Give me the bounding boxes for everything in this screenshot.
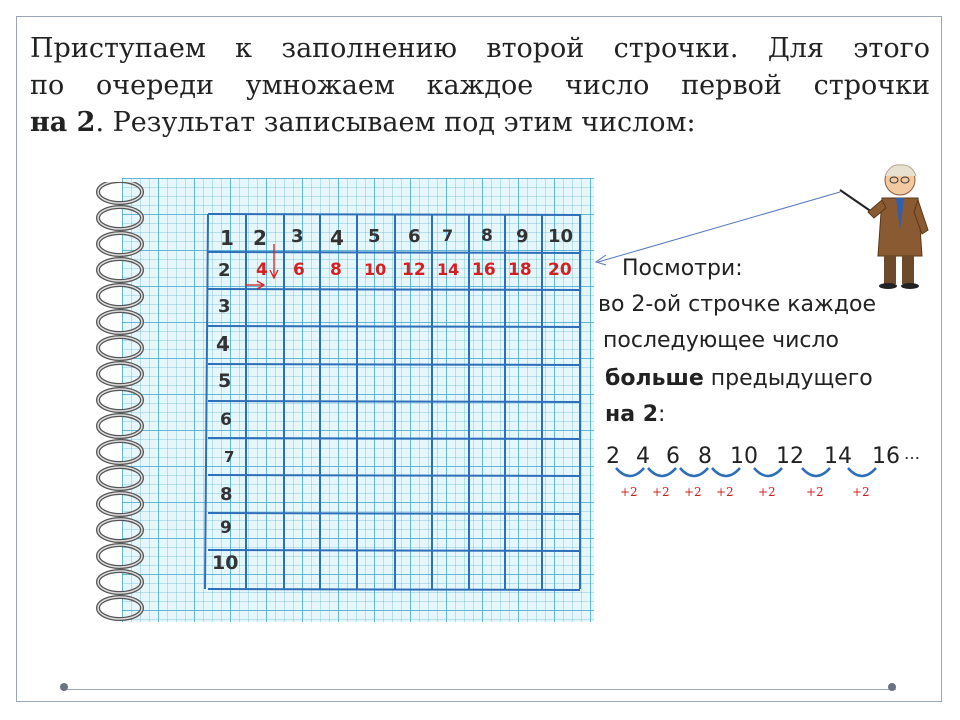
product-cell: 12 (402, 260, 426, 280)
row-label: 5 (218, 370, 232, 392)
note-line-3: последующее число (603, 328, 839, 353)
sequence-number: 2 (606, 444, 620, 469)
note-bold-by-two: на 2 (605, 402, 659, 427)
header-cell: 7 (442, 226, 454, 245)
heading-line-2: по очереди умножаем каждое число первой строчки (30, 70, 930, 101)
product-cell: 16 (472, 260, 496, 280)
sequence-number: 14 (824, 444, 852, 469)
header-cell: 6 (408, 226, 421, 247)
header-cell: 9 (516, 226, 529, 247)
product-cell: 4 (256, 260, 268, 280)
row-label: 9 (220, 518, 232, 538)
row-label: 6 (220, 410, 232, 430)
header-cell: 8 (481, 226, 493, 246)
step-label: +2 (806, 485, 824, 499)
row-label: 8 (220, 484, 233, 505)
header-cell: 3 (291, 226, 304, 247)
header-cell: 5 (368, 226, 381, 247)
note-bold-more: больше (605, 366, 704, 391)
heading-bold: на 2 (30, 107, 96, 138)
sequence-ellipsis: … (904, 444, 920, 463)
header-cell: 10 (548, 226, 574, 247)
header-cell: 4 (330, 226, 344, 250)
note-rest-5: : (658, 402, 666, 427)
sequence-number: 10 (730, 444, 758, 469)
step-arc (754, 468, 782, 476)
note-line-2: во 2-ой строчке каждое (598, 292, 877, 317)
product-cell: 14 (437, 260, 460, 279)
header-cell: 1 (220, 226, 234, 250)
step-label: +2 (758, 485, 776, 499)
step-label: +2 (620, 485, 638, 499)
sequence-number: 8 (698, 444, 712, 469)
row-label: 10 (212, 552, 239, 574)
note-rest-4: предыдущего (703, 366, 873, 391)
product-cell: 6 (293, 260, 305, 280)
product-cell: 10 (364, 260, 387, 279)
row-label: 4 (216, 332, 230, 356)
sequence-number: 6 (666, 444, 680, 469)
step-arc (802, 468, 830, 476)
sequence-number: 4 (636, 444, 650, 469)
step-arc (616, 468, 644, 476)
sequence-number: 12 (776, 444, 804, 469)
product-cell: 18 (508, 260, 532, 280)
step-arc (848, 468, 876, 476)
product-cell: 8 (330, 260, 342, 280)
sequence-number: 16 (872, 444, 900, 469)
step-arc (712, 468, 740, 476)
step-arc (648, 468, 676, 476)
step-label: +2 (852, 485, 870, 499)
step-label: +2 (716, 485, 734, 499)
product-cell: 20 (548, 260, 572, 280)
step-label: +2 (652, 485, 670, 499)
row-label: 3 (218, 296, 231, 317)
step-arc (680, 468, 708, 476)
row-label: 7 (224, 448, 235, 466)
header-cell: 2 (253, 226, 267, 250)
step-label: +2 (684, 485, 702, 499)
note-title: Посмотри: (622, 256, 743, 281)
row-label: 2 (218, 260, 231, 281)
heading-rest: . Результат записываем под этим числом: (95, 107, 696, 138)
heading-line-1: Приступаем к заполнению второй строчки. Для этого (30, 33, 930, 64)
